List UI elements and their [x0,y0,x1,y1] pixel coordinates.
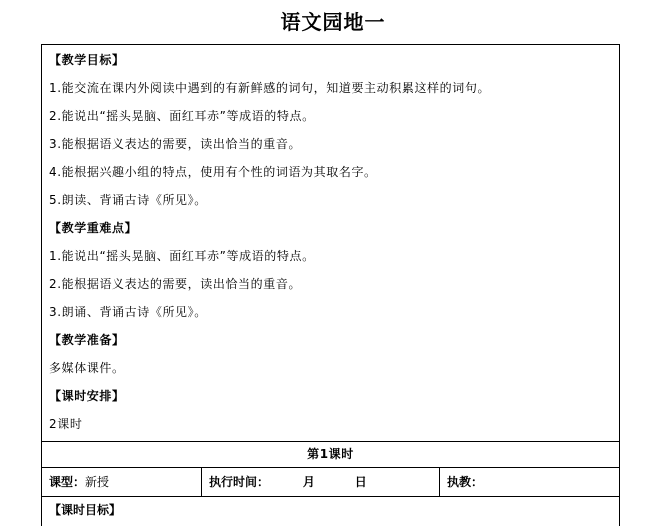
lesson-header-row [41,441,620,468]
goal-item: 4.能根据兴趣小组的特点，使用有个性的词语为其取名字。 [49,165,377,179]
section-heading-schedule: 【课时安排】 [49,389,125,403]
time-day: 日 [354,475,367,489]
lesson-info-row [41,467,620,497]
key-point-item: 2.能根据语义表达的需要，读出恰当的重音。 [49,277,302,291]
column-divider [439,468,440,496]
lesson-header: 第1课时 [307,447,354,461]
goal-item: 1.能交流在课内外阅读中遇到的有新鲜感的词句，知道要主动积累这样的词句。 [49,81,491,95]
page-title: 语文园地一 [280,10,386,34]
teacher-label: 执教： [447,475,484,489]
column-divider [201,468,202,496]
section-heading-key-points: 【教学重难点】 [49,221,138,235]
goal-item: 2.能说出“摇头晃脑、面红耳赤”等成语的特点。 [49,109,315,123]
section-heading-lesson-goals: 【课时目标】 [49,503,122,517]
goal-item: 5.朗读、背诵古诗《所见》。 [49,193,207,207]
teacher-cell [447,468,483,496]
time-cell [209,468,367,496]
section-heading-goals: 【教学目标】 [49,53,125,67]
key-point-item: 3.朗诵、背诵古诗《所见》。 [49,305,207,319]
time-month: 月 [302,475,315,489]
lesson-type-label: 课型： [49,475,86,489]
lesson-type-cell [49,468,109,496]
lesson-type-value: 新授 [85,475,110,489]
time-label: 执行时间： [209,475,270,489]
schedule-text: 2课时 [49,417,83,431]
lesson-goals-row [41,496,620,526]
content-box [41,44,620,442]
preparation-text: 多媒体课件。 [49,361,125,375]
section-heading-preparation: 【教学准备】 [49,333,125,347]
key-point-item: 1.能说出“摇头晃脑、面红耳赤”等成语的特点。 [49,249,315,263]
goal-item: 3.能根据语义表达的需要，读出恰当的重音。 [49,137,302,151]
